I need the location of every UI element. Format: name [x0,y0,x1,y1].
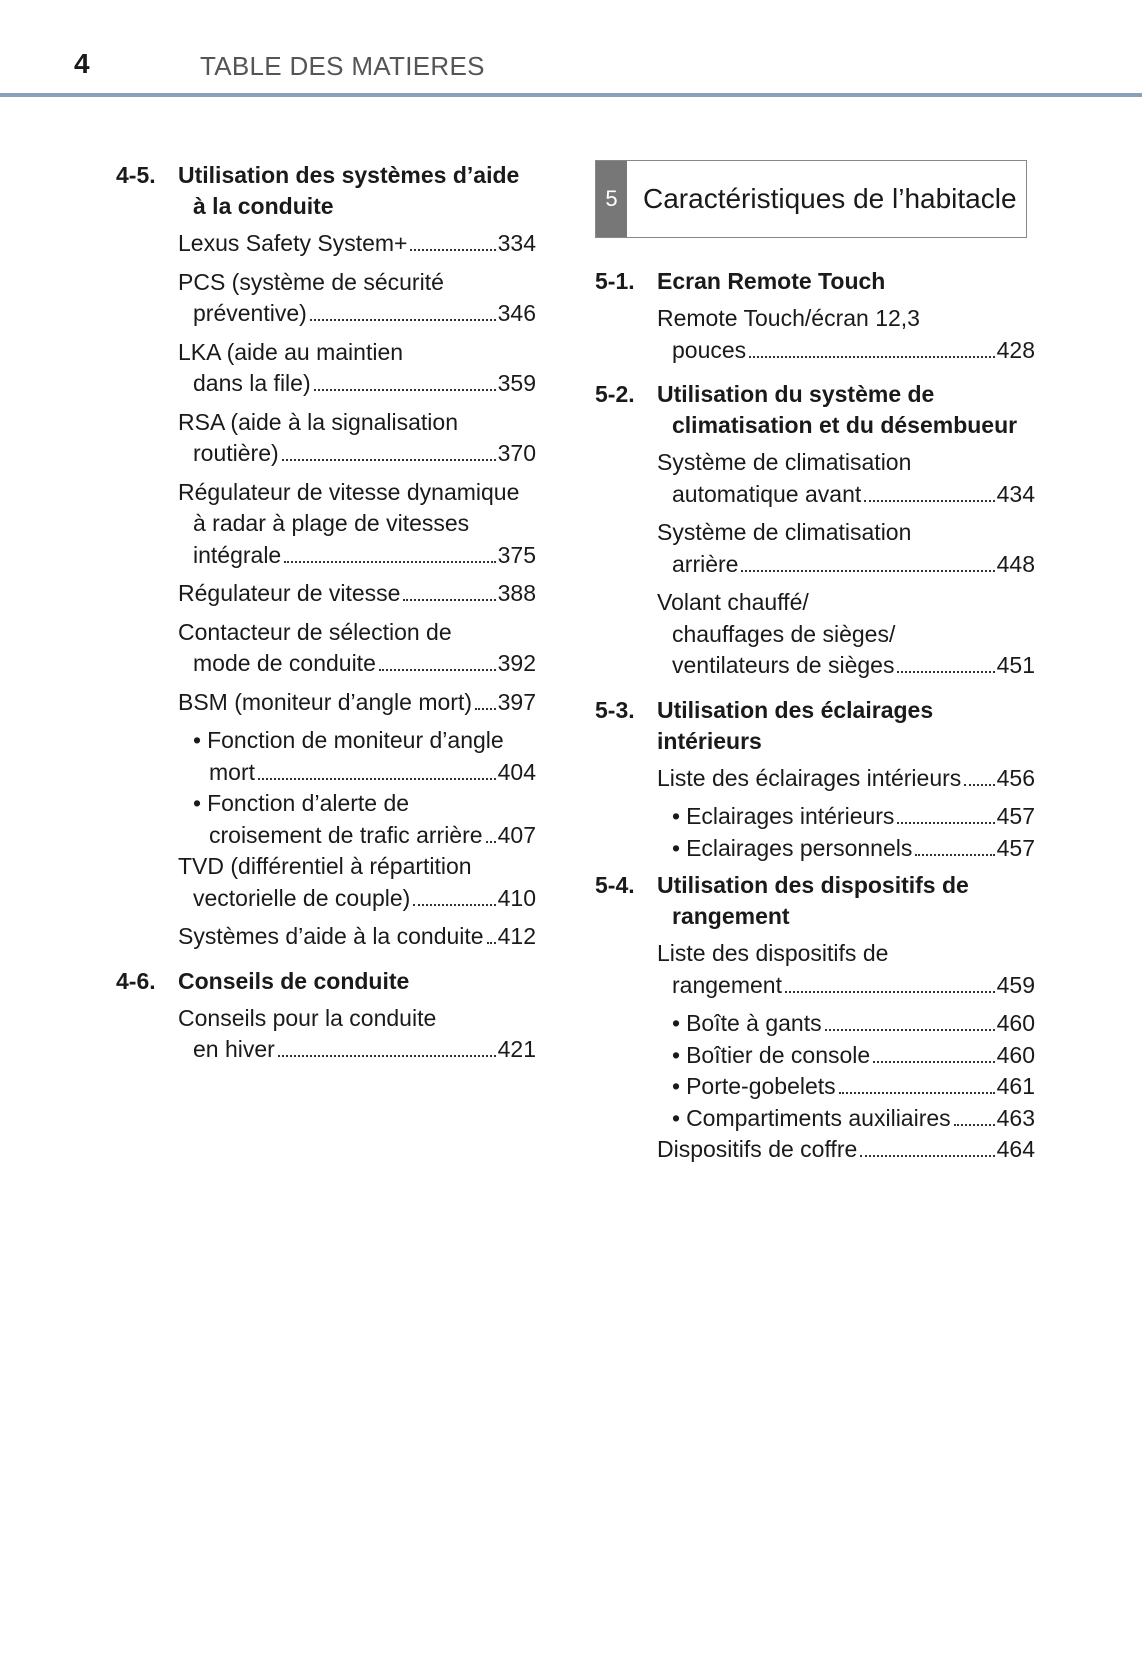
toc-entry[interactable] [178,851,536,914]
entry-text: PCS (système de sécurité [178,268,444,295]
section-number: 5-2. [595,381,635,407]
bullet-icon: • [672,1073,681,1099]
dot-leader [873,1061,994,1063]
section-heading[interactable] [595,266,1035,297]
page-reference: 457 [996,834,1035,861]
dot-leader [403,599,495,601]
page-reference: 359 [497,370,536,396]
bullet-icon: • [672,1010,681,1036]
entry-text: TVD (différentiel à répartition [178,853,472,879]
dot-leader [314,389,496,391]
header-title: TABLE DES MATIERES [200,51,485,81]
page-reference: 370 [497,440,536,466]
dot-leader [410,249,495,251]
page-reference: 388 [497,580,536,606]
entry-text: en hiver [193,1036,275,1062]
page-number: 4 [74,48,90,79]
entry-text: Compartiments auxiliaires [686,1104,951,1131]
toc-entry[interactable] [178,921,536,953]
entry-text: Fonction d’alerte de [207,790,410,816]
section-heading[interactable] [595,379,1035,441]
page-reference: 460 [996,1041,1035,1068]
page-reference: 448 [996,550,1035,577]
entry-text: rangement [672,971,782,998]
dot-leader [825,1029,995,1031]
entry-text: Eclairages personnels [686,834,913,861]
dot-leader [860,1155,994,1157]
header-rule [0,93,1142,97]
section-title-line: Ecran Remote Touch [657,268,886,294]
entry-text: Systèmes d’aide à la conduite [178,923,484,949]
entry-text: arrière [672,550,739,577]
toc-subentry[interactable] [193,725,536,788]
entry-text: croisement de trafic arrière [209,821,483,848]
page-reference: 434 [996,480,1035,507]
page-reference: 334 [497,230,536,256]
dot-leader [487,942,496,944]
toc-subentry[interactable] [672,1040,1035,1072]
toc-entry[interactable] [178,1003,536,1066]
section-number: 5-1. [595,268,635,294]
dot-leader [741,570,994,572]
dot-leader [915,854,994,856]
page-header [0,0,1142,98]
entry-text: intégrale [193,541,282,568]
toc-entry[interactable] [178,267,536,330]
page-reference: 407 [497,821,536,848]
section-title [657,379,1035,441]
entry-text: Régulateur de vitesse dynamique [178,478,520,505]
section-title [657,695,1035,757]
entry-text: vectorielle de couple) [193,884,411,911]
page-reference: 404 [497,758,536,785]
toc-subentry[interactable] [672,801,1035,833]
entry-text: Volant chauffé/ [657,589,809,615]
section-number: 4-5. [116,162,156,188]
toc-entry[interactable] [178,228,536,260]
section-number: 4-6. [116,967,156,994]
section-number: 5-4. [595,872,635,898]
entry-text: Régulateur de vitesse [178,580,401,606]
bullet-icon: • [193,790,202,816]
bullet-icon: • [672,1041,681,1068]
entry-text: Système de climatisation [657,449,912,475]
dot-leader [475,708,496,710]
entry-text: Eclairages intérieurs [686,803,895,829]
section-heading[interactable] [595,695,1035,757]
dot-leader [964,784,994,786]
toc-subentry[interactable] [193,788,536,851]
toc-entry[interactable] [178,617,536,680]
entry-text: Liste des éclairages intérieurs [657,764,962,791]
dot-leader [785,991,995,993]
entry-text: Lexus Safety System+ [178,230,408,256]
entry-text: Liste des dispositifs de [657,940,889,966]
dot-leader [379,669,496,671]
entry-text: mode de conduite [193,650,376,676]
toc-subentry[interactable] [672,1008,1035,1040]
dot-leader [954,1124,995,1126]
section-title [178,966,536,997]
entry-text: Boîtier de console [686,1041,871,1068]
section-title-line: Utilisation du système de [657,381,935,407]
toc-entry[interactable] [657,763,1035,795]
entry-text: à radar à plage de vitesses [193,510,470,536]
bullet-icon: • [672,803,681,829]
section-title-line: climatisation et du désembueur [672,412,1018,438]
section-gap [116,1073,536,1079]
entry-text: ventilateurs de sièges [672,652,895,678]
dot-leader [864,500,994,502]
entry-text: LKA (aide au maintien [178,338,404,365]
entry-text: automatique avant [672,480,862,507]
section-title-line: Utilisation des systèmes d’aide [178,162,520,188]
toc-entry[interactable] [657,587,1035,682]
page-reference: 457 [996,803,1035,829]
page-reference: 412 [497,923,536,949]
dot-leader [282,459,496,461]
section-title [657,266,1035,297]
dot-leader [278,1055,496,1057]
page-reference: 397 [497,688,536,715]
entry-text: mort [209,758,255,785]
toc-subentry[interactable] [672,1071,1035,1103]
entry-text: Remote Touch/écran 12,3 [657,305,920,331]
entry-text: Fonction de moniteur d’angle [207,727,504,753]
toc-subentry[interactable] [672,1103,1035,1135]
section-title-line: Conseils de conduite [178,967,410,994]
toc-entry[interactable] [657,447,1035,510]
section-title-line: à la conduite [193,193,334,219]
dot-leader [897,822,994,824]
page-reference: 421 [497,1036,536,1062]
dot-leader [749,356,994,358]
bullet-icon: • [193,727,202,753]
toc-left-column [116,160,536,1079]
page-reference: 392 [497,650,536,676]
toc-entry[interactable] [657,303,1035,366]
entry-text: Boîte à gants [686,1010,822,1036]
page-reference: 451 [996,652,1035,678]
entry-text: BSM (moniteur d’angle mort) [178,688,472,715]
page-reference: 464 [996,1136,1035,1162]
chapter-title: Caractéristiques de l’habitacle [643,183,1017,214]
entry-text: chauffages de sièges/ [672,620,896,647]
dot-leader [258,778,496,780]
entry-text: Contacteur de sélection de [178,618,452,645]
section-heading[interactable] [116,966,536,997]
entry-text: routière) [193,440,279,466]
section-number: 5-3. [595,696,635,723]
section-gap [595,1173,1035,1179]
toc-entry[interactable] [657,1134,1035,1166]
page-reference: 463 [996,1104,1035,1131]
entry-text: Conseils pour la conduite [178,1004,437,1031]
entry-text: dans la file) [193,370,311,396]
entry-text: RSA (aide à la signalisation [178,408,458,435]
page-reference: 456 [996,764,1035,791]
dot-leader [413,904,495,906]
dot-leader [310,319,496,321]
entry-text: pouces [672,336,747,363]
toc-entry[interactable] [178,337,536,400]
entry-text: Dispositifs de coffre [657,1136,858,1162]
toc-subentry[interactable] [672,833,1035,865]
entry-text: préventive) [193,300,307,326]
section-title-line: Utilisation des dispositifs de [657,872,969,898]
page-reference: 346 [497,300,536,326]
dot-leader [284,561,495,563]
toc-right-column [595,160,1035,1179]
toc-entry[interactable] [178,687,536,719]
section-title-line: Utilisation des éclairages intérieurs [657,696,934,754]
page-reference: 461 [996,1073,1035,1099]
bullet-icon: • [672,834,681,861]
page-reference: 460 [996,1010,1035,1036]
chapter-heading [595,160,1027,238]
bullet-icon: • [672,1104,681,1131]
section-title [657,870,1035,932]
toc-entry[interactable] [178,578,536,610]
toc-entry[interactable] [178,407,536,470]
dot-leader [839,1092,995,1094]
chapter-number: 5 [596,161,627,237]
page-reference: 375 [497,541,536,568]
entry-text: Système de climatisation [657,519,912,545]
page-reference: 410 [497,884,536,911]
toc-entry[interactable] [178,477,536,572]
entry-text: Porte-gobelets [686,1073,836,1099]
toc-entry[interactable] [657,938,1035,1001]
page-reference: 459 [996,971,1035,998]
section-title [178,160,536,222]
section-heading[interactable] [116,160,536,222]
section-heading[interactable] [595,870,1035,932]
toc-entry[interactable] [657,517,1035,580]
page-reference: 428 [996,336,1035,363]
section-title-line: rangement [672,903,790,929]
dot-leader [897,671,994,673]
dot-leader [486,841,496,843]
